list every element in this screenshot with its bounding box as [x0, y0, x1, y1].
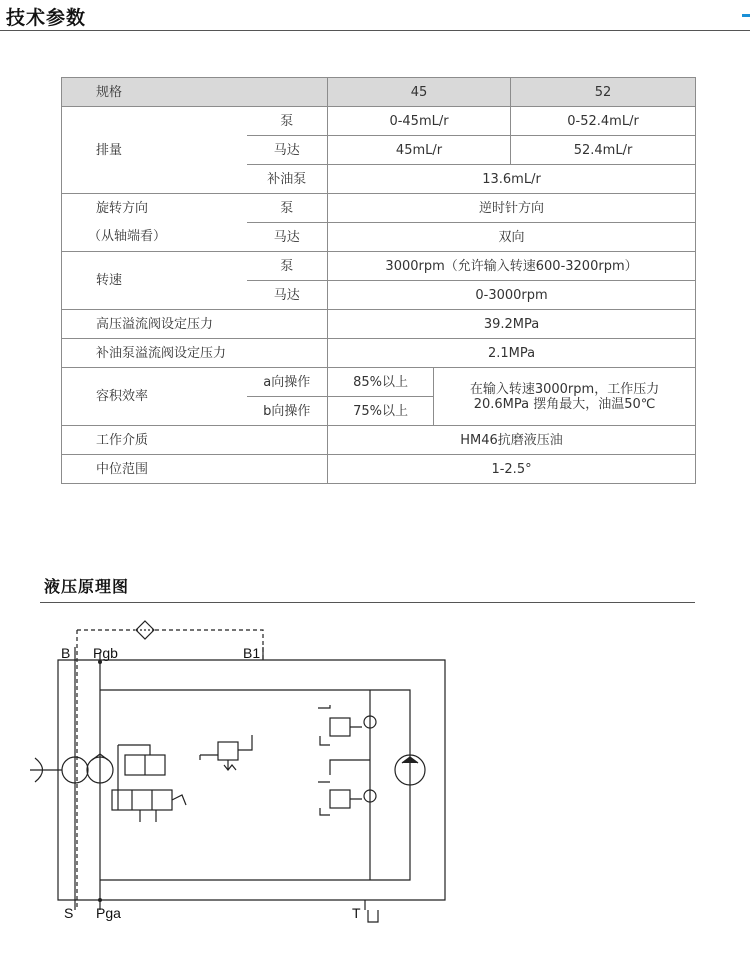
table-row	[62, 310, 696, 339]
page-header	[0, 0, 750, 30]
schematic-title: 液压原理图	[44, 577, 130, 596]
displacement-pump-52: 0-52.4mL/r	[511, 107, 696, 136]
inner-loop	[100, 690, 410, 880]
volumetric-note-line1: 在输入转速3000rpm，工作压力	[469, 381, 660, 397]
speed-pump-value: 3000rpm（允许输入转速600-3200rpm）	[328, 252, 696, 281]
table-row	[62, 368, 696, 397]
high-pressure-label: 高压溢流阀设定压力	[62, 310, 328, 339]
port-pga-label: Pga	[96, 905, 121, 921]
charge-relief-label: 补油泵溢流阀设定压力	[62, 339, 328, 368]
control-valve-icon	[112, 790, 172, 810]
speed-motor-label: 马达	[247, 281, 328, 310]
case-drain-dashed-line	[77, 630, 263, 910]
high-relief-upper-icon	[330, 718, 350, 736]
volumetric-label: 容积效率	[62, 368, 247, 426]
high-relief-lower-icon	[330, 790, 350, 808]
displacement-pump-45: 0-45mL/r	[328, 107, 511, 136]
neutral-value: 1-2.5°	[328, 455, 696, 484]
header-accent-mark	[742, 14, 750, 17]
speed-label: 转速	[62, 252, 247, 310]
port-b1-label: B1	[243, 645, 261, 661]
volumetric-note	[434, 368, 696, 426]
table-row	[62, 223, 696, 252]
medium-label: 工作介质	[62, 426, 328, 455]
displacement-label: 排量	[62, 107, 247, 194]
displacement-motor-52: 52.4mL/r	[511, 136, 696, 165]
rotation-label-line1: 旋转方向	[62, 194, 247, 223]
displacement-motor-label: 马达	[247, 136, 328, 165]
volumetric-a-label: a向操作	[247, 368, 328, 397]
charge-relief-icon	[218, 742, 238, 760]
port-b-label: B	[61, 645, 71, 661]
volumetric-b-label: b向操作	[247, 397, 328, 426]
neutral-label: 中位范围	[62, 455, 328, 484]
col-45-head: 45	[328, 78, 511, 107]
schematic-divider	[40, 602, 695, 603]
rotation-pump-value: 逆时针方向	[328, 194, 696, 223]
pga-port-dot	[98, 898, 102, 902]
rotation-motor-label: 马达	[247, 223, 328, 252]
charge-relief-value: 2.1MPa	[328, 339, 696, 368]
rotation-pump-label: 泵	[247, 194, 328, 223]
port-pgb-label: Pgb	[93, 645, 118, 661]
displacement-charge-label: 补油泵	[247, 165, 328, 194]
table-row	[62, 339, 696, 368]
table-row	[62, 426, 696, 455]
medium-value: HM46抗磨液压油	[328, 426, 696, 455]
table-row	[62, 252, 696, 281]
page-title: 技术参数	[6, 7, 87, 29]
header-divider	[0, 30, 750, 31]
displacement-charge-value: 13.6mL/r	[328, 165, 696, 194]
volumetric-a-value: 85%以上	[328, 368, 434, 397]
table-row	[62, 194, 696, 223]
high-pressure-value: 39.2MPa	[328, 310, 696, 339]
col-52-head: 52	[511, 78, 696, 107]
spec-table	[61, 77, 696, 484]
table-row	[62, 455, 696, 484]
speed-pump-label: 泵	[247, 252, 328, 281]
volumetric-b-value: 75%以上	[328, 397, 434, 426]
rotation-label-line2: （从轴端看）	[62, 223, 247, 252]
rotation-motor-value: 双向	[328, 223, 696, 252]
spec-label-head: 规格	[62, 78, 328, 107]
tank-icon	[368, 910, 378, 922]
hydraulic-schematic	[0, 610, 460, 940]
main-frame	[58, 660, 445, 900]
table-header-row	[62, 78, 696, 107]
volumetric-note-line2: 20.6MPa 摆角最大，油温50℃	[473, 396, 656, 412]
port-s-label: S	[64, 905, 74, 921]
port-t-label: T	[352, 905, 361, 921]
displacement-pump-label: 泵	[247, 107, 328, 136]
speed-motor-value: 0-3000rpm	[328, 281, 696, 310]
displacement-motor-45: 45mL/r	[328, 136, 511, 165]
table-row	[62, 107, 696, 136]
